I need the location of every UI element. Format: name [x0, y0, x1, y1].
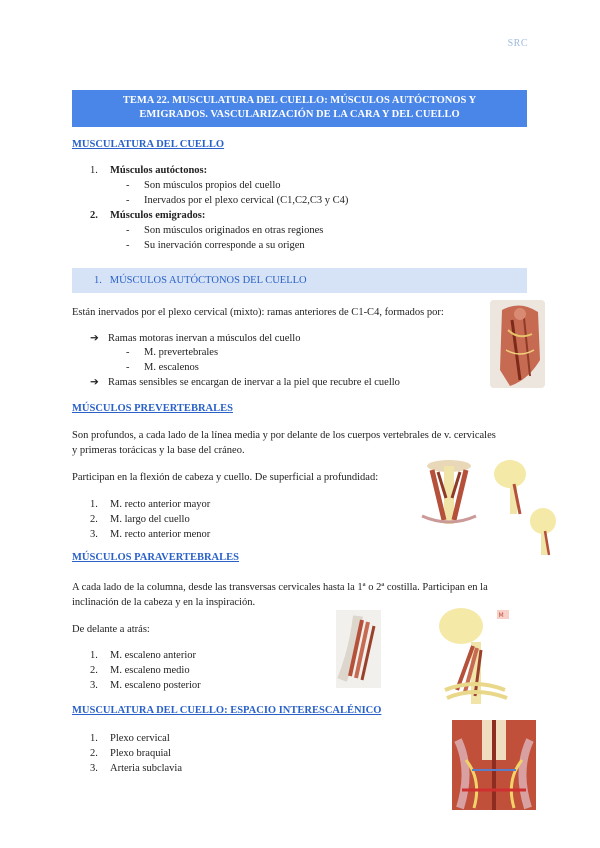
- paragraph: Están inervados por el plexo cervical (mixto): ramas anteriores de C1-C4, formados por:: [72, 307, 444, 318]
- skull-inferior-illustration: [527, 505, 562, 557]
- list-item: 3. Arteria subclavia: [90, 763, 183, 774]
- author-initials: SRC: [507, 38, 528, 49]
- list-item: 1. M. escaleno anterior: [90, 650, 197, 661]
- svg-text:M: M: [498, 612, 504, 619]
- page-title-line-1: TEMA 22. MUSCULATURA DEL CUELLO: MÚSCULOS AUTÓCTONOS Y: [122, 95, 477, 106]
- skull-lateral-illustration: [490, 456, 532, 516]
- scalene-muscles-illustration: [336, 610, 381, 688]
- list-item: 1. Músculos autóctonos:: [90, 165, 208, 176]
- subsection-heading-autoctonos: 1. MÚSCULOS AUTÓCTONOS DEL CUELLO: [72, 268, 527, 293]
- sub-list-item: - Inervados por el plexo cervical (C1,C2,C3 y C4): [126, 195, 349, 206]
- section-heading-paravertebrales: MÚSCULOS PARAVERTEBRALES: [72, 552, 239, 563]
- list-item: 2. Músculos emigrados:: [90, 210, 206, 221]
- paragraph-line: Son profundos, a cada lado de la línea media y por delante de los cuerpos vertebrales de v. cervicales: [72, 430, 496, 441]
- paragraph-line: inclinación de la cabeza y en la inspiración.: [72, 597, 256, 608]
- section-heading-interescalenico: MUSCULATURA DEL CUELLO: ESPACIO INTERESCALÉNICO: [72, 705, 382, 716]
- sub-list-item: - M. escalenos: [126, 362, 199, 373]
- list-item: 2. M. largo del cuello: [90, 514, 190, 525]
- sub-list-item: - Su inervación corresponde a su origen: [126, 240, 305, 251]
- sub-list-item: - M. prevertebrales: [126, 347, 219, 358]
- paragraph: Participan en la flexión de cabeza y cuello. De superficial a profundidad:: [72, 472, 379, 483]
- prevertebral-muscles-illustration: [418, 458, 480, 528]
- paragraph-line: A cada lado de la columna, desde las transversas cervicales hasta la 1ª o 2ª costilla. Participan en la: [72, 582, 488, 593]
- section-heading-prevertebrales: MÚSCULOS PREVERTEBRALES: [72, 403, 233, 414]
- list-item: 2. M. escaleno medio: [90, 665, 190, 676]
- section-heading-musculatura: MUSCULATURA DEL CUELLO: [72, 139, 225, 150]
- sub-list-item: - Son músculos propios del cuello: [126, 180, 281, 191]
- page-title-line-2: EMIGRADOS. VASCULARIZACIÓN DE LA CARA Y DEL CUELLO: [139, 109, 460, 120]
- arrow-list-item: ➔ Ramas sensibles se encargan de inervar a la piel que recubre el cuello: [90, 377, 400, 388]
- list-item: 2. Plexo braquial: [90, 748, 171, 759]
- paragraph: De delante a atrás:: [72, 624, 150, 635]
- list-item: 3. M. escaleno posterior: [90, 680, 201, 691]
- list-item: 1. Plexo cervical: [90, 733, 170, 744]
- sub-list-item: - Son músculos originados en otras regiones: [126, 225, 324, 236]
- scalenes-skeleton-illustration: [435, 606, 511, 706]
- neck-muscles-illustration: [490, 300, 545, 388]
- list-item: 3. M. recto anterior menor: [90, 529, 211, 540]
- list-item: 1. M. recto anterior mayor: [90, 499, 211, 510]
- paragraph-line: y primeras torácicas y la base del cráneo.: [72, 445, 245, 456]
- interscalene-space-illustration: [452, 720, 536, 810]
- arrow-list-item: ➔ Ramas motoras inervan a músculos del cuello: [90, 333, 301, 344]
- page-title: [72, 90, 527, 127]
